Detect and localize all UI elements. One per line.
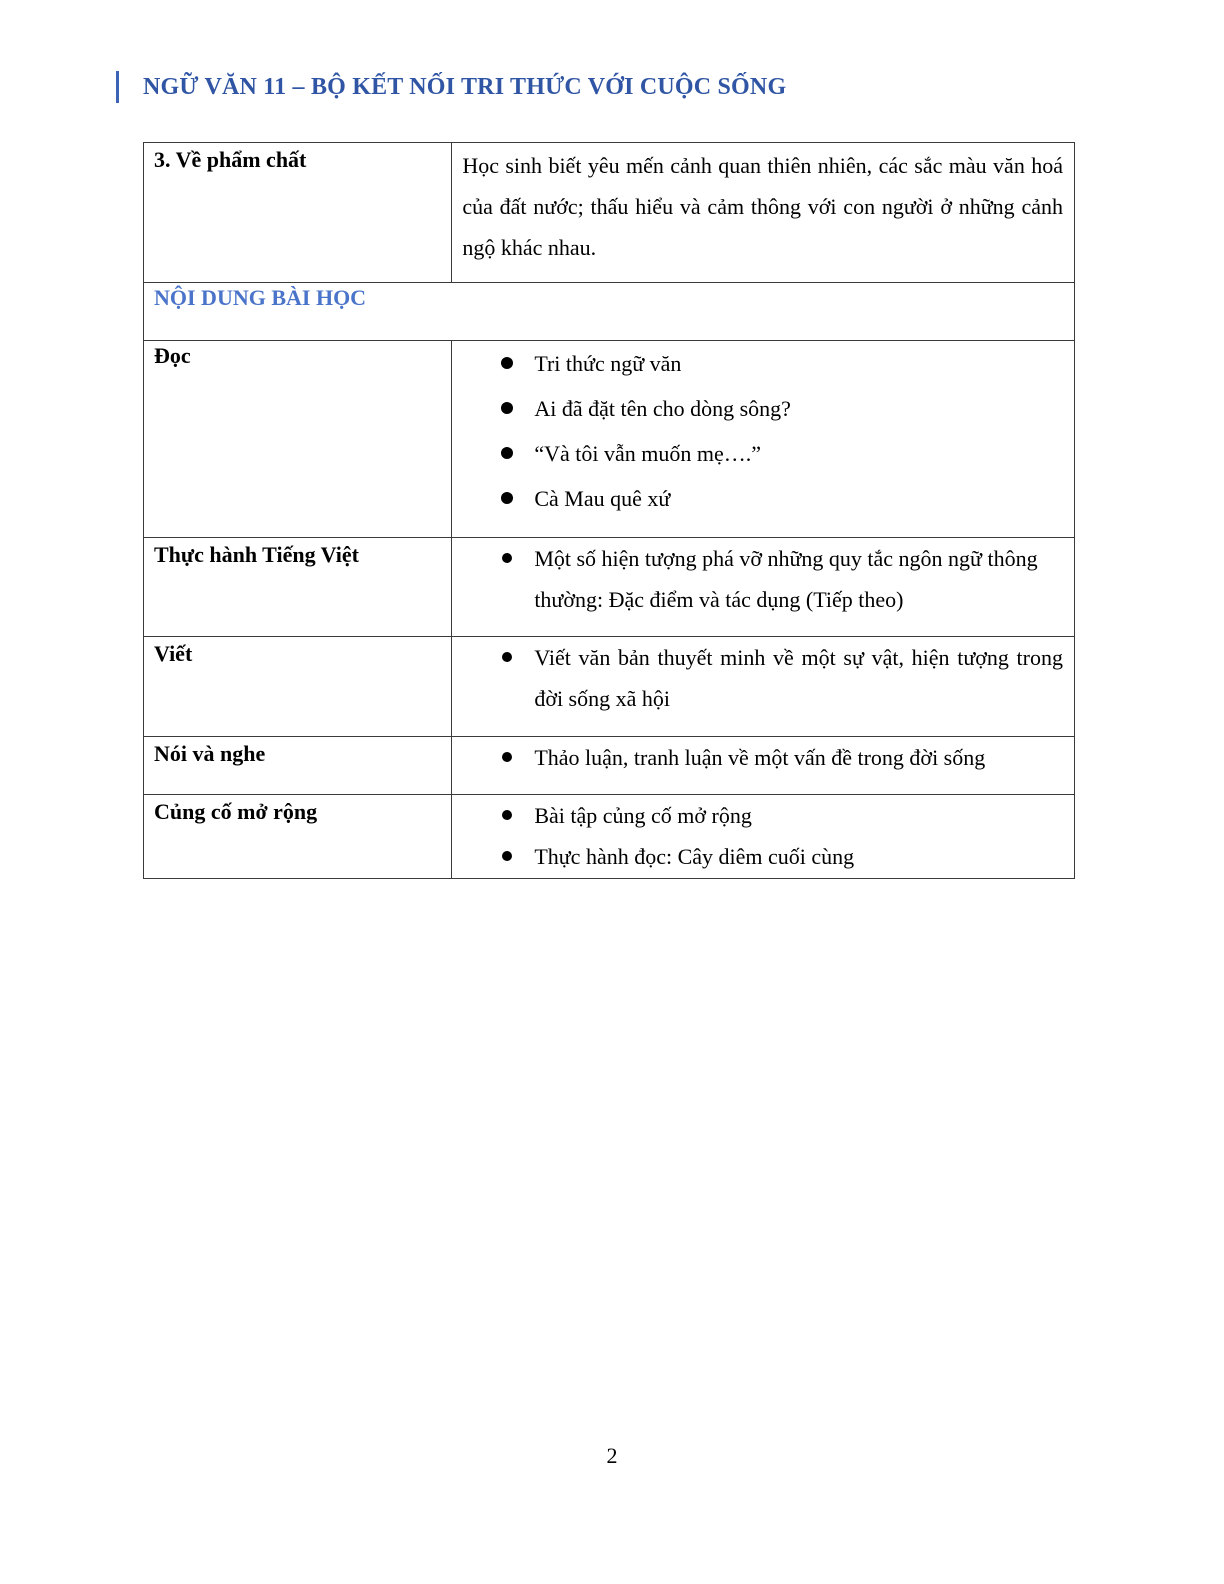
list-item [534,737,1063,778]
bullet-list [452,637,1074,719]
row-label: Thực hành Tiếng Việt [154,542,359,567]
list-item-text: Một số hiện tượng phá vỡ những quy tắc ngôn ngữ thông thường: Đặc điểm và tác dụng (Tiếp theo) [534,546,1038,612]
list-item-text: Tri thức ngữ văn [534,351,682,376]
row-label-cell [144,538,452,637]
row-content-cell [452,737,1075,795]
section-title: NỘI DUNG BÀI HỌC [154,285,367,310]
list-item [534,538,1063,620]
row-label: Nói và nghe [154,741,266,766]
page-header [116,70,786,104]
list-item-text: Bài tập củng cố mở rộng [534,803,752,828]
page-number: 2 [606,1443,618,1468]
row-label: Đọc [154,343,191,368]
bullet-icon [501,447,513,459]
bullet-list [452,538,1074,620]
table-row-speaking [144,737,1075,795]
bullet-list [452,795,1074,877]
bullet-icon [502,752,512,762]
row-content-cell [452,143,1075,283]
header-title: NGỮ VĂN 11 – BỘ KẾT NỐI TRI THỨC VỚI CUỘC SỐNG [143,73,787,100]
table-row-reading [144,341,1075,538]
section-title-cell [144,283,1075,341]
row-content-cell [452,341,1075,538]
quality-description: Học sinh biết yêu mến cảnh quan thiên nhiên, các sắc màu văn hoá của đất nước; thấu hiểu và cảm thông với con người ở những cảnh ngộ khác nhau. [462,153,1063,260]
row-label-cell [144,143,452,283]
list-item [534,836,1063,877]
list-item [534,637,1063,719]
bullet-list [452,737,1074,778]
table-row-vietnamese-practice [144,538,1075,637]
list-item-text: “Và tôi vẫn muốn mẹ….” [534,441,761,466]
header-accent-bar [116,71,119,103]
row-label-cell [144,795,452,879]
list-item [534,386,1063,431]
lesson-table [143,142,1075,879]
bullet-icon [502,553,512,563]
list-item [534,431,1063,476]
bullet-icon [502,652,512,662]
row-content-cell [452,538,1075,637]
list-item-text: Cà Mau quê xứ [534,486,671,511]
bullet-icon [501,357,513,369]
table-row-quality [144,143,1075,283]
row-label: 3. Về phẩm chất [154,147,307,172]
bullet-icon [502,851,512,861]
list-item [534,341,1063,386]
table-row-writing [144,637,1075,737]
list-item [534,795,1063,836]
list-item-text: Thực hành đọc: Cây diêm cuối cùng [534,844,855,869]
bullet-icon [502,810,512,820]
list-item-text: Thảo luận, tranh luận về một vấn đề trong đời sống [534,745,986,770]
row-content-cell [452,795,1075,879]
row-label-cell [144,341,452,538]
table-row-consolidation [144,795,1075,879]
row-label: Củng cố mở rộng [154,799,318,824]
table-row-section-title [144,283,1075,341]
list-item-text: Viết văn bản thuyết minh về một sự vật, hiện tượng trong đời sống xã hội [534,645,1063,711]
list-item [534,476,1063,521]
bullet-icon [501,492,513,504]
row-label-cell [144,737,452,795]
row-label: Viết [154,641,193,666]
row-content-cell [452,637,1075,737]
bullet-list [452,341,1074,521]
row-label-cell [144,637,452,737]
list-item-text: Ai đã đặt tên cho dòng sông? [534,396,791,421]
bullet-icon [501,402,513,414]
